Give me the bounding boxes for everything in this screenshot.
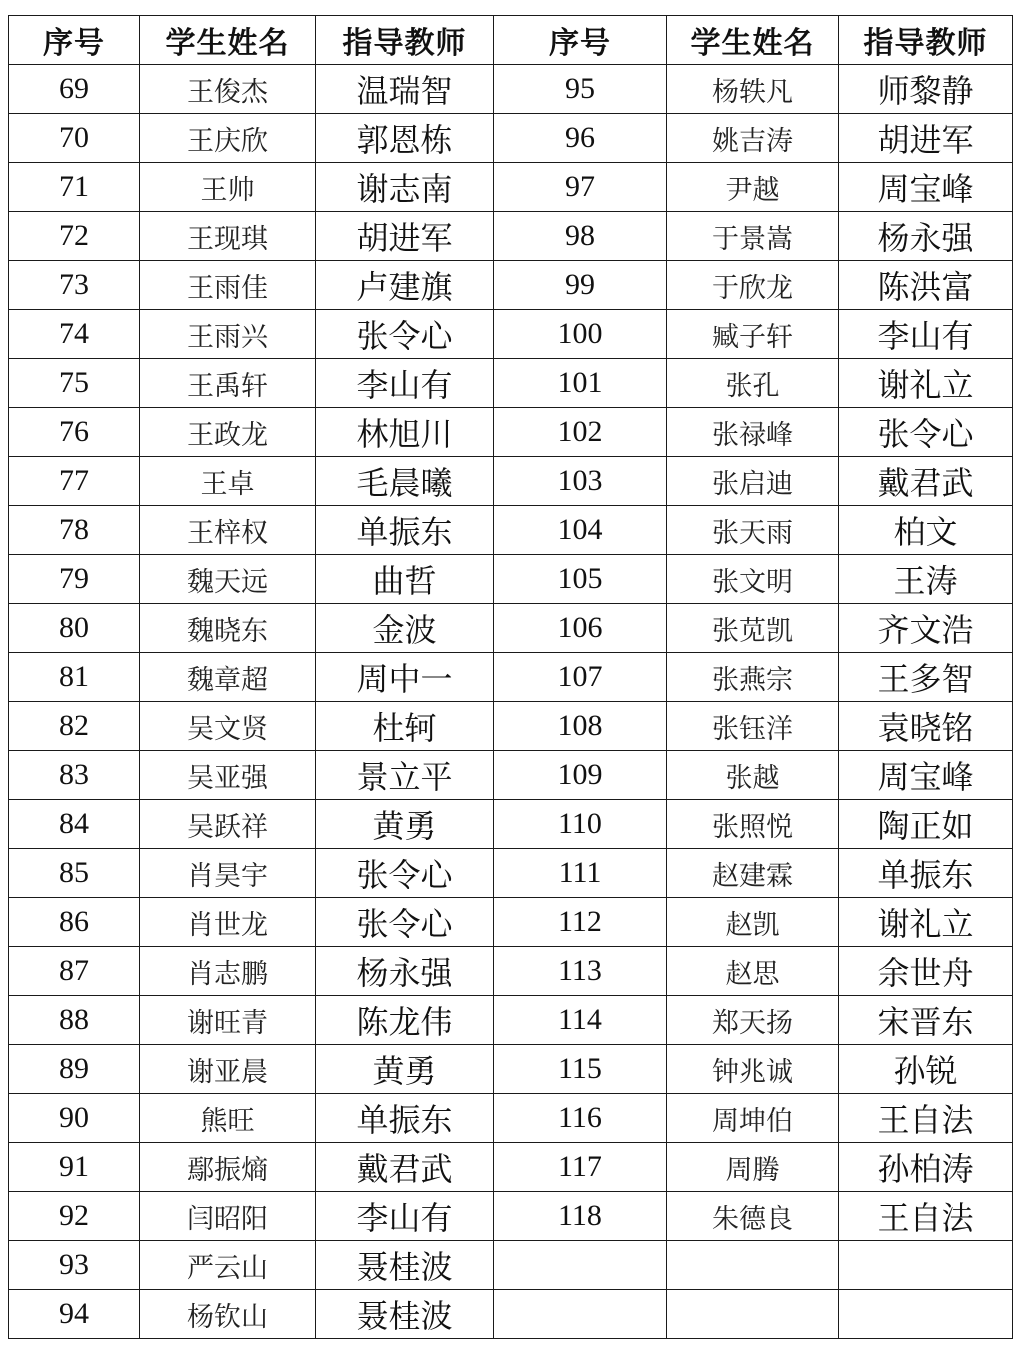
teacher-name-cell-right: 单振东 bbox=[839, 849, 1013, 898]
teacher-name-cell-left: 聂桂波 bbox=[316, 1241, 494, 1290]
document-page bbox=[8, 15, 1013, 1339]
teacher-name-cell-left: 温瑞智 bbox=[316, 65, 494, 114]
seq-cell-left: 90 bbox=[9, 1094, 140, 1143]
seq-cell-left: 71 bbox=[9, 163, 140, 212]
seq-cell-right: 104 bbox=[494, 506, 667, 555]
student-name-cell-left: 王政龙 bbox=[140, 408, 316, 457]
seq-cell-right: 107 bbox=[494, 653, 667, 702]
teacher-name-cell-right: 齐文浩 bbox=[839, 604, 1013, 653]
table-row bbox=[9, 1192, 1013, 1241]
table-row bbox=[9, 653, 1013, 702]
teacher-name-cell-right: 胡进军 bbox=[839, 114, 1013, 163]
table-row bbox=[9, 114, 1013, 163]
seq-cell-left: 91 bbox=[9, 1143, 140, 1192]
student-name-cell-right bbox=[667, 1290, 839, 1339]
student-name-cell-right bbox=[667, 1241, 839, 1290]
teacher-name-cell-right: 周宝峰 bbox=[839, 163, 1013, 212]
teacher-name-cell-right: 王自法 bbox=[839, 1192, 1013, 1241]
table-row bbox=[9, 555, 1013, 604]
student-name-cell-left: 闫昭阳 bbox=[140, 1192, 316, 1241]
seq-cell-right: 96 bbox=[494, 114, 667, 163]
student-name-cell-right: 张越 bbox=[667, 751, 839, 800]
student-name-cell-left: 吴文贤 bbox=[140, 702, 316, 751]
table-row bbox=[9, 65, 1013, 114]
teacher-name-cell-left: 周中一 bbox=[316, 653, 494, 702]
table-row bbox=[9, 800, 1013, 849]
table-row bbox=[9, 898, 1013, 947]
header-seq-right: 序号 bbox=[494, 16, 667, 65]
seq-cell-right: 100 bbox=[494, 310, 667, 359]
table-row bbox=[9, 163, 1013, 212]
student-name-cell-right: 周腾 bbox=[667, 1143, 839, 1192]
teacher-name-cell-left: 陈龙伟 bbox=[316, 996, 494, 1045]
teacher-name-cell-left: 李山有 bbox=[316, 1192, 494, 1241]
seq-cell-left: 69 bbox=[9, 65, 140, 114]
teacher-name-cell-right: 陶正如 bbox=[839, 800, 1013, 849]
student-name-cell-left: 魏章超 bbox=[140, 653, 316, 702]
teacher-name-cell-left: 聂桂波 bbox=[316, 1290, 494, 1339]
seq-cell-right: 109 bbox=[494, 751, 667, 800]
teacher-name-cell-right: 谢礼立 bbox=[839, 898, 1013, 947]
student-name-cell-right: 张孔 bbox=[667, 359, 839, 408]
seq-cell-right bbox=[494, 1290, 667, 1339]
student-name-cell-right: 于欣龙 bbox=[667, 261, 839, 310]
teacher-name-cell-right: 戴君武 bbox=[839, 457, 1013, 506]
table-row bbox=[9, 1290, 1013, 1339]
teacher-name-cell-left: 戴君武 bbox=[316, 1143, 494, 1192]
seq-cell-right: 101 bbox=[494, 359, 667, 408]
seq-cell-left: 75 bbox=[9, 359, 140, 408]
student-name-cell-left: 王现琪 bbox=[140, 212, 316, 261]
teacher-name-cell-left: 林旭川 bbox=[316, 408, 494, 457]
student-name-cell-right: 尹越 bbox=[667, 163, 839, 212]
seq-cell-left: 85 bbox=[9, 849, 140, 898]
seq-cell-left: 80 bbox=[9, 604, 140, 653]
seq-cell-left: 88 bbox=[9, 996, 140, 1045]
teacher-name-cell-left: 毛晨曦 bbox=[316, 457, 494, 506]
teacher-name-cell-right: 孙柏涛 bbox=[839, 1143, 1013, 1192]
student-name-cell-right: 于景嵩 bbox=[667, 212, 839, 261]
teacher-name-cell-right: 张令心 bbox=[839, 408, 1013, 457]
student-name-cell-left: 肖昊宇 bbox=[140, 849, 316, 898]
seq-cell-left: 94 bbox=[9, 1290, 140, 1339]
teacher-name-cell-right: 杨永强 bbox=[839, 212, 1013, 261]
teacher-name-cell-right: 王涛 bbox=[839, 555, 1013, 604]
student-name-cell-left: 熊旺 bbox=[140, 1094, 316, 1143]
student-name-cell-right: 张启迪 bbox=[667, 457, 839, 506]
table-row bbox=[9, 457, 1013, 506]
student-name-cell-right: 杨轶凡 bbox=[667, 65, 839, 114]
student-name-cell-right: 郑天扬 bbox=[667, 996, 839, 1045]
teacher-name-cell-right bbox=[839, 1241, 1013, 1290]
teacher-name-cell-left: 景立平 bbox=[316, 751, 494, 800]
seq-cell-left: 86 bbox=[9, 898, 140, 947]
seq-cell-left: 70 bbox=[9, 114, 140, 163]
student-name-cell-left: 杨钦山 bbox=[140, 1290, 316, 1339]
student-name-cell-left: 魏天远 bbox=[140, 555, 316, 604]
table-header-row bbox=[9, 16, 1013, 65]
seq-cell-left: 72 bbox=[9, 212, 140, 261]
teacher-name-cell-left: 郭恩栋 bbox=[316, 114, 494, 163]
teacher-name-cell-left: 金波 bbox=[316, 604, 494, 653]
student-name-cell-left: 肖世龙 bbox=[140, 898, 316, 947]
teacher-name-cell-right: 柏文 bbox=[839, 506, 1013, 555]
seq-cell-right: 117 bbox=[494, 1143, 667, 1192]
student-name-cell-left: 谢亚晨 bbox=[140, 1045, 316, 1094]
student-name-cell-right: 张燕宗 bbox=[667, 653, 839, 702]
student-name-cell-left: 吴亚强 bbox=[140, 751, 316, 800]
student-name-cell-left: 严云山 bbox=[140, 1241, 316, 1290]
header-student-right: 学生姓名 bbox=[667, 16, 839, 65]
seq-cell-right: 114 bbox=[494, 996, 667, 1045]
seq-cell-left: 81 bbox=[9, 653, 140, 702]
teacher-name-cell-left: 曲哲 bbox=[316, 555, 494, 604]
student-name-cell-right: 赵凯 bbox=[667, 898, 839, 947]
teacher-name-cell-right: 王自法 bbox=[839, 1094, 1013, 1143]
seq-cell-left: 84 bbox=[9, 800, 140, 849]
teacher-name-cell-left: 张令心 bbox=[316, 310, 494, 359]
seq-cell-right: 116 bbox=[494, 1094, 667, 1143]
teacher-name-cell-left: 单振东 bbox=[316, 1094, 494, 1143]
seq-cell-right: 106 bbox=[494, 604, 667, 653]
student-name-cell-right: 赵思 bbox=[667, 947, 839, 996]
table-row bbox=[9, 751, 1013, 800]
table-row bbox=[9, 408, 1013, 457]
student-name-cell-left: 王雨佳 bbox=[140, 261, 316, 310]
teacher-name-cell-right bbox=[839, 1290, 1013, 1339]
seq-cell-right: 113 bbox=[494, 947, 667, 996]
student-name-cell-left: 谢旺青 bbox=[140, 996, 316, 1045]
table-row bbox=[9, 359, 1013, 408]
teacher-name-cell-left: 张令心 bbox=[316, 898, 494, 947]
student-name-cell-left: 王俊杰 bbox=[140, 65, 316, 114]
student-advisor-table bbox=[8, 15, 1013, 1339]
student-name-cell-right: 赵建霖 bbox=[667, 849, 839, 898]
teacher-name-cell-left: 张令心 bbox=[316, 849, 494, 898]
seq-cell-right: 103 bbox=[494, 457, 667, 506]
teacher-name-cell-left: 谢志南 bbox=[316, 163, 494, 212]
student-name-cell-right: 钟兆诚 bbox=[667, 1045, 839, 1094]
seq-cell-left: 89 bbox=[9, 1045, 140, 1094]
teacher-name-cell-right: 李山有 bbox=[839, 310, 1013, 359]
header-seq-left: 序号 bbox=[9, 16, 140, 65]
student-name-cell-left: 吴跃祥 bbox=[140, 800, 316, 849]
seq-cell-right: 108 bbox=[494, 702, 667, 751]
seq-cell-left: 78 bbox=[9, 506, 140, 555]
table-row bbox=[9, 310, 1013, 359]
teacher-name-cell-right: 师黎静 bbox=[839, 65, 1013, 114]
seq-cell-left: 76 bbox=[9, 408, 140, 457]
student-name-cell-right: 臧子轩 bbox=[667, 310, 839, 359]
student-name-cell-left: 王庆欣 bbox=[140, 114, 316, 163]
teacher-name-cell-left: 卢建旗 bbox=[316, 261, 494, 310]
student-name-cell-right: 张文明 bbox=[667, 555, 839, 604]
seq-cell-right: 111 bbox=[494, 849, 667, 898]
student-name-cell-right: 张苋凯 bbox=[667, 604, 839, 653]
table-row bbox=[9, 1094, 1013, 1143]
seq-cell-left: 93 bbox=[9, 1241, 140, 1290]
table-row bbox=[9, 1241, 1013, 1290]
header-student-left: 学生姓名 bbox=[140, 16, 316, 65]
table-row bbox=[9, 1143, 1013, 1192]
seq-cell-right: 110 bbox=[494, 800, 667, 849]
student-name-cell-left: 魏晓东 bbox=[140, 604, 316, 653]
teacher-name-cell-right: 陈洪富 bbox=[839, 261, 1013, 310]
student-name-cell-left: 王禹轩 bbox=[140, 359, 316, 408]
teacher-name-cell-left: 黄勇 bbox=[316, 800, 494, 849]
teacher-name-cell-right: 王多智 bbox=[839, 653, 1013, 702]
student-name-cell-right: 张天雨 bbox=[667, 506, 839, 555]
seq-cell-right: 115 bbox=[494, 1045, 667, 1094]
table-row bbox=[9, 261, 1013, 310]
seq-cell-right: 99 bbox=[494, 261, 667, 310]
student-name-cell-left: 王雨兴 bbox=[140, 310, 316, 359]
teacher-name-cell-right: 周宝峰 bbox=[839, 751, 1013, 800]
student-name-cell-left: 鄢振熵 bbox=[140, 1143, 316, 1192]
teacher-name-cell-left: 杜轲 bbox=[316, 702, 494, 751]
seq-cell-left: 92 bbox=[9, 1192, 140, 1241]
student-name-cell-left: 王卓 bbox=[140, 457, 316, 506]
student-name-cell-right: 张照悦 bbox=[667, 800, 839, 849]
seq-cell-right: 102 bbox=[494, 408, 667, 457]
student-name-cell-right: 张钰洋 bbox=[667, 702, 839, 751]
table-row bbox=[9, 1045, 1013, 1094]
seq-cell-right: 97 bbox=[494, 163, 667, 212]
seq-cell-left: 83 bbox=[9, 751, 140, 800]
table-row bbox=[9, 604, 1013, 653]
seq-cell-left: 73 bbox=[9, 261, 140, 310]
seq-cell-right: 95 bbox=[494, 65, 667, 114]
table-row bbox=[9, 702, 1013, 751]
student-name-cell-left: 王帅 bbox=[140, 163, 316, 212]
teacher-name-cell-right: 余世舟 bbox=[839, 947, 1013, 996]
seq-cell-right: 118 bbox=[494, 1192, 667, 1241]
table-row bbox=[9, 506, 1013, 555]
teacher-name-cell-left: 胡进军 bbox=[316, 212, 494, 261]
seq-cell-left: 74 bbox=[9, 310, 140, 359]
seq-cell-left: 87 bbox=[9, 947, 140, 996]
header-teacher-right: 指导教师 bbox=[839, 16, 1013, 65]
teacher-name-cell-left: 黄勇 bbox=[316, 1045, 494, 1094]
seq-cell-left: 77 bbox=[9, 457, 140, 506]
seq-cell-right: 105 bbox=[494, 555, 667, 604]
table-body bbox=[9, 65, 1013, 1339]
seq-cell-left: 79 bbox=[9, 555, 140, 604]
teacher-name-cell-right: 宋晋东 bbox=[839, 996, 1013, 1045]
teacher-name-cell-left: 李山有 bbox=[316, 359, 494, 408]
teacher-name-cell-right: 袁晓铭 bbox=[839, 702, 1013, 751]
teacher-name-cell-left: 杨永强 bbox=[316, 947, 494, 996]
table-row bbox=[9, 849, 1013, 898]
seq-cell-left: 82 bbox=[9, 702, 140, 751]
seq-cell-right bbox=[494, 1241, 667, 1290]
table-row bbox=[9, 996, 1013, 1045]
student-name-cell-right: 姚吉涛 bbox=[667, 114, 839, 163]
seq-cell-right: 98 bbox=[494, 212, 667, 261]
table-row bbox=[9, 947, 1013, 996]
student-name-cell-right: 朱德良 bbox=[667, 1192, 839, 1241]
student-name-cell-left: 王梓权 bbox=[140, 506, 316, 555]
header-teacher-left: 指导教师 bbox=[316, 16, 494, 65]
teacher-name-cell-right: 谢礼立 bbox=[839, 359, 1013, 408]
teacher-name-cell-left: 单振东 bbox=[316, 506, 494, 555]
table-row bbox=[9, 212, 1013, 261]
student-name-cell-left: 肖志鹏 bbox=[140, 947, 316, 996]
seq-cell-right: 112 bbox=[494, 898, 667, 947]
teacher-name-cell-right: 孙锐 bbox=[839, 1045, 1013, 1094]
student-name-cell-right: 张禄峰 bbox=[667, 408, 839, 457]
student-name-cell-right: 周坤伯 bbox=[667, 1094, 839, 1143]
